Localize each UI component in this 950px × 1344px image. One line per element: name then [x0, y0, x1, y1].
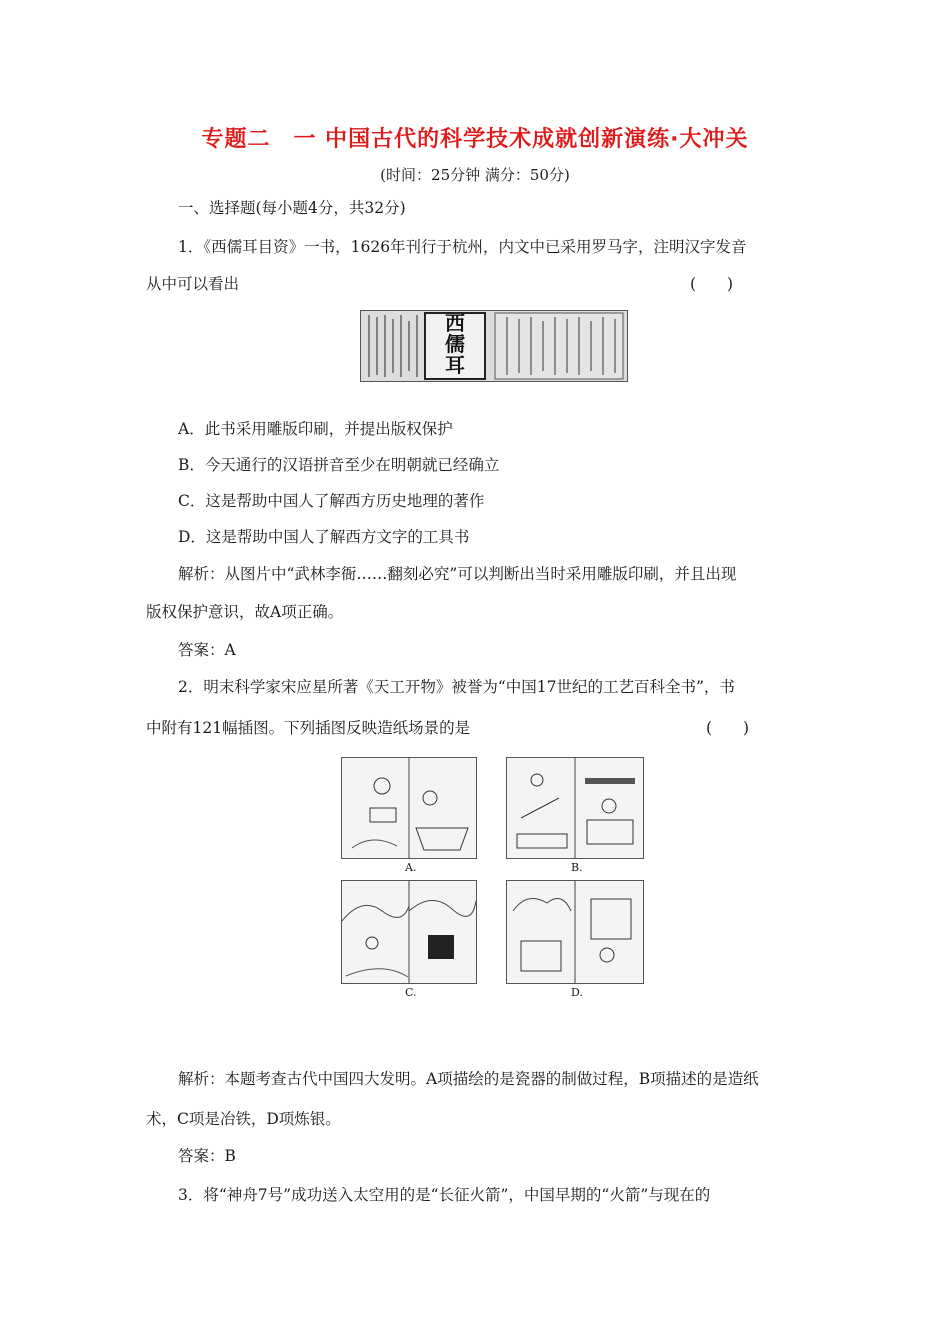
q1-book-image: [360, 310, 628, 382]
illustration-d-drawing: [507, 881, 643, 983]
book-title-char-2: 儒: [445, 332, 465, 356]
q2-stem-line1: 2．明末科学家宋应星所著《天工开物》被誉为“中国17世纪的工艺百科全书”，书: [178, 678, 735, 696]
illustration-c-drawing: [342, 881, 476, 983]
q2-answer-paren: ( ): [706, 719, 750, 737]
caption-d: D.: [571, 986, 583, 999]
time-score-note: (时间：25分钟 满分：50分): [380, 166, 570, 184]
illustration-b-drawing: [507, 758, 643, 858]
q2-illustration-b: [506, 757, 644, 859]
q1-answer: 答案：A: [178, 641, 236, 659]
q1-stem-line2: 从中可以看出: [146, 275, 240, 293]
q2-stem-line2: 中附有121幅插图。下列插图反映造纸场景的是: [146, 719, 471, 737]
illustration-a-drawing: [342, 758, 476, 858]
q1-answer-paren: ( ): [690, 275, 734, 293]
q1-stem-line1: 1．《西儒耳目资》一书，1626年刊行于杭州，内文中已采用罗马字，注明汉字发音: [178, 238, 747, 256]
caption-a: A.: [405, 861, 417, 874]
q1-analysis-line1: 解析：从图片中“武林李衙……翻刻必究”可以判断出当时采用雕版印刷，并且出现: [178, 565, 737, 583]
q1-book-drawing: [361, 311, 627, 381]
q1-analysis-line2: 版权保护意识，故A项正确。: [146, 603, 344, 621]
q2-analysis-line2: 术，C项是冶铁，D项炼银。: [146, 1110, 341, 1128]
caption-b: B.: [571, 861, 583, 874]
q2-illustration-d: [506, 880, 644, 984]
q2-analysis-line1: 解析：本题考查古代中国四大发明。A项描绘的是瓷器的制做过程，B项描述的是造纸: [178, 1070, 759, 1088]
q2-illustration-a: [341, 757, 477, 859]
q1-option-d: D．这是帮助中国人了解西方文字的工具书: [178, 528, 470, 546]
caption-c: C.: [405, 986, 417, 999]
q2-answer: 答案：B: [178, 1147, 236, 1165]
book-title-char-1: 西: [445, 311, 465, 335]
q3-stem-line1: 3．将“神舟7号”成功送入太空用的是“长征火箭”，中国早期的“火箭”与现在的: [178, 1186, 711, 1204]
q2-illustration-c: [341, 880, 477, 984]
q1-option-a: A．此书采用雕版印刷，并提出版权保护: [178, 420, 453, 438]
section-heading: 一、选择题(每小题4分，共32分): [178, 199, 406, 217]
book-title-char-3: 耳: [445, 353, 465, 377]
q1-option-b: B．今天通行的汉语拼音至少在明朝就已经确立: [178, 456, 500, 474]
q1-option-c: C．这是帮助中国人了解西方历史地理的著作: [178, 492, 485, 510]
page-title: 专题二 一 中国古代的科学技术成就创新演练·大冲关: [201, 127, 749, 152]
